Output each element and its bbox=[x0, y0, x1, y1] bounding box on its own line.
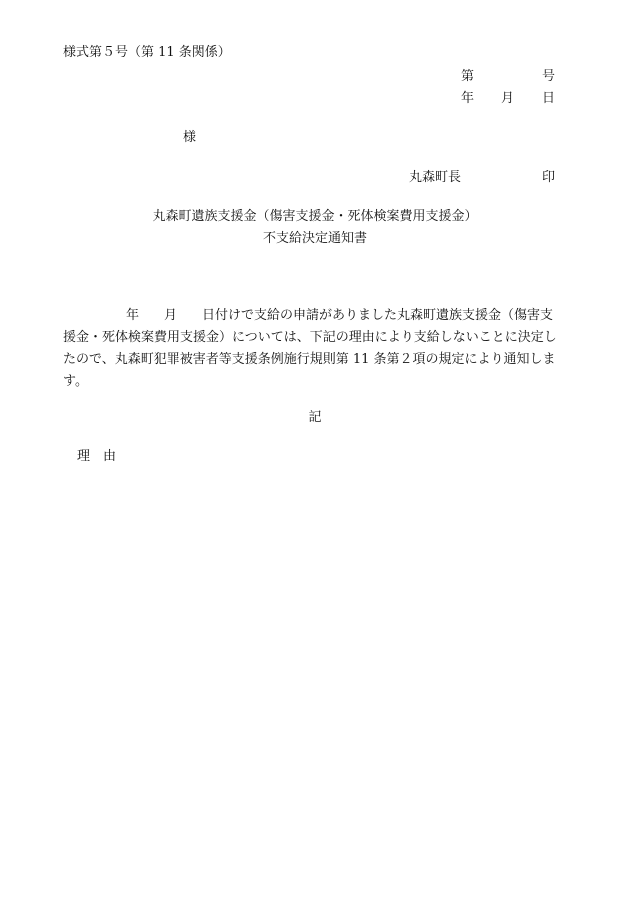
ki-heading: 記 bbox=[308, 410, 322, 425]
body-line-3: たので、丸森町犯罪被害者等支援条例施行規則第 11 条第２項の規定により通知しま bbox=[63, 352, 556, 367]
document-title-line2: 不支給決定通知書 bbox=[262, 231, 367, 246]
seal-mark: 印 bbox=[542, 170, 556, 185]
body-line-2: 援金・死体検案費用支援金）については、下記の理由により支給しないことに決定し bbox=[63, 330, 557, 345]
body-paragraph bbox=[63, 305, 579, 393]
body-month-label: 月 bbox=[164, 308, 178, 323]
body-year-label: 年 bbox=[126, 308, 140, 323]
body-line-1 bbox=[63, 305, 579, 327]
body-line-4: す。 bbox=[63, 374, 88, 389]
reason-char-2: 由 bbox=[103, 449, 117, 464]
issuer-title: 丸森町長 bbox=[409, 170, 462, 185]
document-number-prefix: 第 bbox=[461, 69, 475, 84]
document-title-line1: 丸森町遺族支援金（傷害支援金・死体検案費用支援金） bbox=[152, 209, 478, 224]
date-month-label: 月 bbox=[501, 91, 515, 106]
date-day-label: 日 bbox=[542, 91, 556, 106]
recipient-honorific: 様 bbox=[183, 130, 197, 145]
document-number-suffix: 号 bbox=[542, 69, 556, 84]
body-line-1-text: 日付けで支給の申請がありました丸森町遺族支援金（傷害支 bbox=[202, 308, 554, 323]
reason-label bbox=[77, 450, 116, 463]
form-number-label: 様式第５号（第 11 条関係） bbox=[63, 45, 231, 60]
date-year-label: 年 bbox=[461, 91, 475, 106]
reason-char-1: 理 bbox=[77, 449, 91, 464]
